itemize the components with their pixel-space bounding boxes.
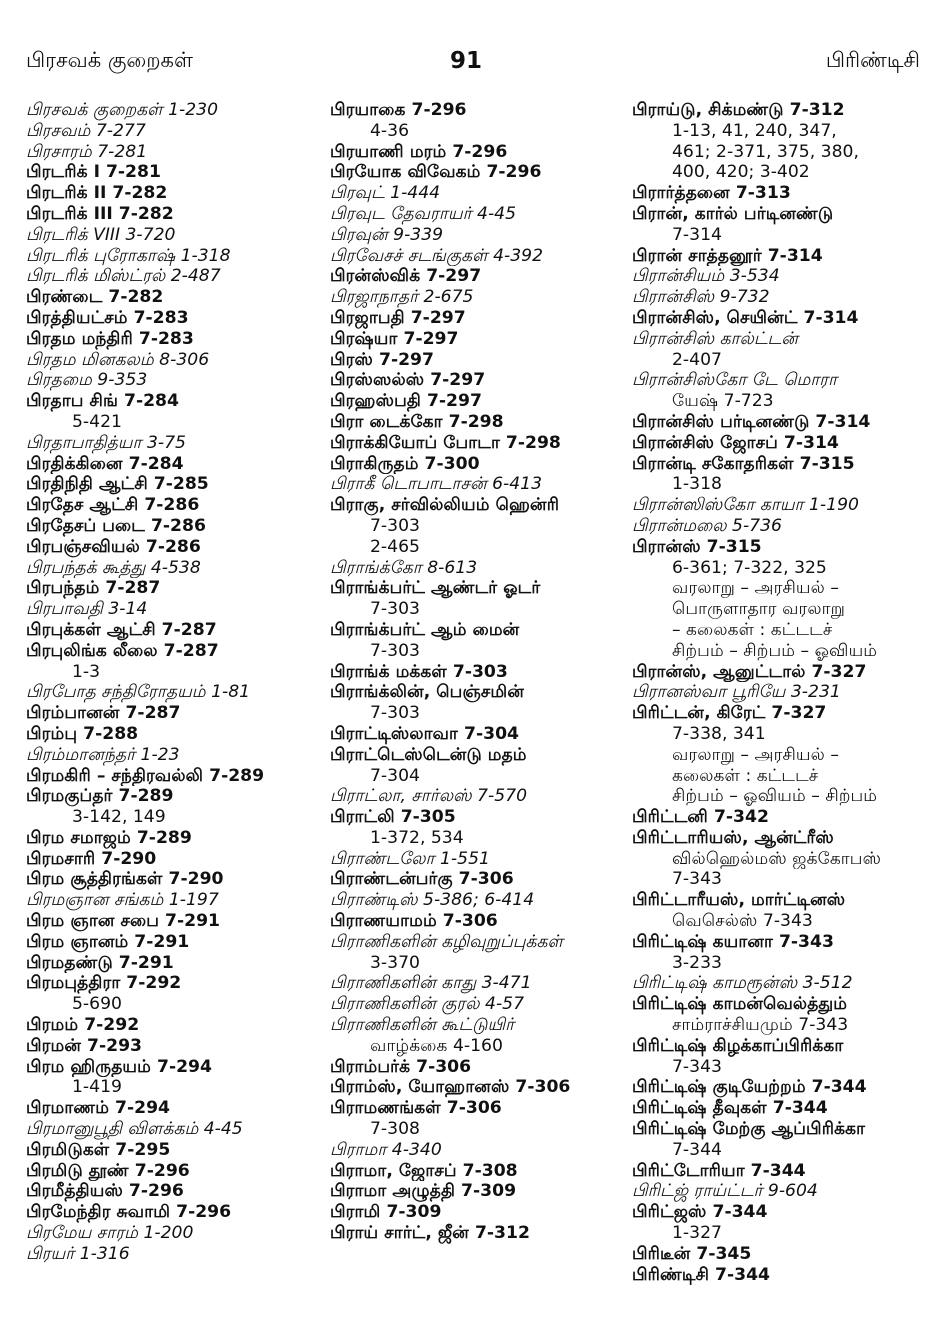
index-entry: பிராமணங்கள் 7-306 (330, 1098, 502, 1119)
index-entry: பிரான்ஸ், ஆனுட்டால் 7-327 (632, 661, 867, 682)
index-entry: பிராமி 7-309 (330, 1202, 442, 1223)
index-entry: பிரான்சிஸ் 9-732 (632, 287, 770, 308)
index-entry: பிராங்க்கோ 8-613 (330, 557, 478, 578)
index-entry: பிராமா 4-340 (330, 1139, 442, 1160)
index-entry: பிராய்டு, சிக்மண்டு 7-312 (632, 100, 845, 120)
index-entry: பிரதேச ஆட்சி 7-286 (26, 495, 200, 516)
index-entry: பிரடரிக் II 7-282 (26, 183, 168, 204)
index-entry: பிரிட்டாரியஸ், ஆன்ட்ரீஸ் (632, 827, 834, 848)
running-head-left: பிரசவக் குறைகள் (26, 48, 193, 72)
index-entry: பிரான்ஸிஸ்கோ காயா 1-190 (632, 495, 859, 516)
index-entry: பொருளாதார வரலாறு (672, 599, 846, 620)
index-entry: 7-308 (370, 1119, 420, 1140)
index-entry: பிரபோத சந்திரோதயம் 1-81 (26, 682, 251, 703)
index-entry: பிராங்க் மக்கள் 7-303 (330, 661, 508, 682)
index-entry: வெசெல்ஸ் 7-343 (672, 911, 813, 932)
index-entry: பிரதாபாதித்யா 3-75 (26, 432, 186, 453)
index-entry: பிரான்சிஸ் கால்ட்டன் (632, 328, 798, 349)
index-entry: பிரிடீன் 7-345 (632, 1243, 752, 1264)
index-entry: பிராகீ டொபாடாசன் 6-413 (330, 474, 543, 495)
index-entry: பிரதம மினகலம் 8-306 (26, 349, 210, 370)
index-entry: பிரவுட தேவராயர் 4-45 (330, 203, 517, 224)
index-entry: பிரன்ஸ்விக் 7-297 (330, 266, 482, 287)
index-entry: 1-372, 534 (370, 827, 464, 848)
index-entry: பிரசவக் குறைகள் 1-230 (26, 100, 219, 120)
index-entry: பிராய் சார்ட், ஜீன் 7-312 (330, 1223, 530, 1244)
index-entry: பிரதமை 9-353 (26, 370, 148, 391)
index-entry: பிராக்கியோப் போடா 7-298 (330, 432, 561, 453)
index-entry: 7-303 (370, 703, 420, 724)
index-entry: பிரதிநிதி ஆட்சி 7-285 (26, 474, 209, 495)
index-entry: பிரிட்டாரீயஸ், மார்ட்டினஸ் (632, 890, 846, 911)
index-entry: பிரான் சாத்தனூர் 7-314 (632, 245, 823, 266)
index-entry: பிரஸ்ஸல்ஸ் 7-297 (330, 370, 486, 391)
index-entry: பிராகு, சர்வில்லியம் ஹென்ரி (330, 495, 560, 516)
index-entry: பிரம சமாஜம் 7-289 (26, 827, 192, 848)
index-entry: பிரபுலிங்க லீலை 7-287 (26, 640, 219, 661)
index-entry: 3-233 (672, 952, 722, 973)
index-entry: பிராங்க்பர்ட் ஆம் மைன் (330, 619, 520, 640)
index-entry: பிரான்சிஸ்கோ டே மொரா (632, 370, 838, 391)
index-entry: பிராட்டெஸ்டென்டு மதம் (330, 744, 527, 765)
index-column-2 (330, 100, 626, 1244)
index-entry: பிராண்டிஸ் 5-386; 6-414 (330, 890, 535, 911)
index-entry: பிரிட்ஜ் ராய்ட்டர் 9-604 (632, 1181, 818, 1202)
index-entry: 1-327 (672, 1223, 722, 1244)
index-entry: 461; 2-371, 375, 380, (672, 141, 859, 162)
index-entry: பிரசவம் 7-277 (26, 120, 146, 141)
index-entry: பிரான்மலை 5-736 (632, 515, 782, 536)
index-entry: பிரம ஹிருதயம் 7-294 (26, 1056, 212, 1077)
index-entry: சாம்ராச்சியமும் 7-343 (672, 1015, 849, 1036)
index-entry: பிரடரிக் மிஸ்ட்ரல் 2-487 (26, 266, 221, 287)
index-entry: பிரயாகை 7-296 (330, 100, 467, 120)
index-entry: பிரிண்டிசி 7-344 (632, 1264, 771, 1285)
index-entry: 7-338, 341 (672, 723, 766, 744)
index-entry: சிற்பம் – ஓவியம் – சிற்பம் (672, 786, 878, 807)
index-entry: பிராமா, ஜோசப் 7-308 (330, 1160, 518, 1181)
index-entry: பிரமானுபூதி விளக்கம் 4-45 (26, 1119, 243, 1140)
index-entry: பிரசாரம் 7-281 (26, 141, 148, 162)
index-entry: 2-407 (672, 349, 722, 370)
index-entry: – கலைகள் : கட்டடச் (672, 619, 833, 640)
index-entry: பிரஸ் 7-297 (330, 349, 434, 370)
index-entry: பிரத்தியட்சம் 7-283 (26, 307, 189, 328)
index-column-1 (26, 100, 326, 1265)
index-entry: பிரண்டை 7-282 (26, 287, 164, 308)
index-entry: பிரம ஞான சபை 7-291 (26, 911, 220, 932)
index-entry: பிரயாணி மரம் 7-296 (330, 141, 508, 162)
index-entry: பிராணிகளின் காது 3-471 (330, 973, 532, 994)
index-entry: பிரான்சியம் 3-534 (632, 266, 780, 287)
index-entry: பிரம்பானன் 7-287 (26, 703, 181, 724)
index-entry: பிரதிக்கினை 7-284 (26, 453, 184, 474)
index-entry: பிரிட்டிஷ் தீவுகள் 7-344 (632, 1098, 828, 1119)
index-entry: 1-318 (672, 474, 722, 495)
index-entry: பிரிட்டிஷ் காமன்வெல்த்தும் (632, 994, 848, 1015)
index-entry: சிற்பம் – சிற்பம் – ஓவியம் (672, 640, 878, 661)
index-entry: பிரிட்டிஷ் குடியேற்றம் 7-344 (632, 1077, 867, 1098)
index-entry: பிரபந்தக் கூத்து 4-538 (26, 557, 201, 578)
index-entry: 1-3 (72, 661, 101, 682)
page-number: 91 (450, 48, 483, 74)
index-entry: பிராணிகளின் கூட்டுயிர் (330, 1015, 515, 1036)
index-entry: பிரயர் 1-316 (26, 1243, 130, 1264)
index-entry: பிரிட்டிஷ் கயானா 7-343 (632, 931, 834, 952)
index-entry: 400, 420; 3-402 (672, 162, 810, 183)
index-entry: பிராட்லி 7-305 (330, 807, 456, 828)
index-entry: பிராணிகளின் குரல் 4-57 (330, 994, 525, 1015)
index-entry: பிரடரிக் புரோகாஷ் 1-318 (26, 245, 231, 266)
index-entry: பிரிட்டிஷ் மேற்கு ஆப்பிரிக்கா (632, 1119, 866, 1140)
index-entry: பிராண்டன்பர்கு 7-306 (330, 869, 514, 890)
index-entry: வரலாறு – அரசியல் – (672, 744, 839, 765)
index-entry: பிரான்டி சகோதரிகள் 7-315 (632, 453, 855, 474)
index-entry: வரலாறு – அரசியல் – (672, 578, 839, 599)
index-entry: பிரமபுத்திரா 7-292 (26, 973, 182, 994)
index-entry: பிரமஞான சங்கம் 1-197 (26, 890, 219, 911)
index-entry: பிரானஸ்வா பூரியே 3-231 (632, 682, 841, 703)
index-entry: 4-36 (370, 120, 410, 141)
index-entry: பிரமம் 7-292 (26, 1015, 140, 1036)
index-entry: பிரம்பு 7-288 (26, 723, 139, 744)
index-entry: 7-344 (672, 1139, 722, 1160)
index-entry: 7-303 (370, 515, 420, 536)
index-entry: பிரபுக்கள் ஆட்சி 7-287 (26, 619, 217, 640)
index-entry: பிரயோக விவேகம் 7-296 (330, 162, 542, 183)
index-entry: 1-419 (72, 1077, 122, 1098)
index-entry: பிரதாப சிங் 7-284 (26, 391, 179, 412)
index-entry: பிரமேய சாரம் 1-200 (26, 1223, 194, 1244)
index-entry: 7-343 (672, 1056, 722, 1077)
index-entry: பிரடரிக் III 7-282 (26, 203, 174, 224)
index-entry: பிராம்ஸ், யோஹானஸ் 7-306 (330, 1077, 571, 1098)
index-entry: பிரான்சிஸ் பர்டினண்டு 7-314 (632, 411, 871, 432)
index-entry: பிரமசாரி 7-290 (26, 848, 157, 869)
index-entry: பிரடரிக் VIII 3-720 (26, 224, 176, 245)
index-entry: பிரிட்ஜஸ் 7-344 (632, 1202, 768, 1223)
index-entry: 5-690 (72, 994, 122, 1015)
index-entry: 6-361; 7-322, 325 (672, 557, 827, 578)
index-entry: பிரமன் 7-293 (26, 1035, 143, 1056)
index-entry: 3-370 (370, 952, 420, 973)
index-entry: பிரான்சிஸ் ஜோசப் 7-314 (632, 432, 839, 453)
index-entry: பிரான்ஸ் 7-315 (632, 536, 762, 557)
index-entry: பிரிட்டிஷ் காமரூன்ஸ் 3-512 (632, 973, 853, 994)
index-entry: பிரதம மந்திரி 7-283 (26, 328, 194, 349)
index-entry: பிரமிடுகள் 7-295 (26, 1139, 171, 1160)
index-entry: பிராமா அழுத்தி 7-309 (330, 1181, 517, 1202)
index-entry: பிரான், கார்ல் பர்டினண்டு (632, 203, 834, 224)
index-entry: கலைகள் : கட்டடச் (672, 765, 819, 786)
index-entry: பிரமாணம் 7-294 (26, 1098, 171, 1119)
index-entry: பிராணிகளின் கழிவுறுப்புக்கள் (330, 931, 564, 952)
index-entry: பிரிட்டன், கிரேட் 7-327 (632, 703, 827, 724)
index-column-3 (632, 100, 936, 1285)
index-entry: பிராட்லா, சார்லஸ் 7-570 (330, 786, 528, 807)
index-entry: பிரவுட் 1-444 (330, 183, 441, 204)
index-entry: 7-343 (672, 869, 722, 890)
index-entry: பிரஹஸ்பதி 7-297 (330, 391, 482, 412)
index-entry: பிரம சூத்திரங்கள் 7-290 (26, 869, 224, 890)
index-entry: பிராங்க்லின், பெஞ்சமின் (330, 682, 525, 703)
index-entry: பிராண்டலோ 1-551 (330, 848, 490, 869)
index-entry: பிராட்டிஸ்லாவா 7-304 (330, 723, 519, 744)
index-entry: பிரம்மானந்தர் 1-23 (26, 744, 180, 765)
index-entry: வாழ்க்கை 4-160 (370, 1035, 503, 1056)
index-entry: பிரிட்டிஷ் கிழக்காப்பிரிக்கா (632, 1035, 844, 1056)
index-entry: பிரிட்டோரியா 7-344 (632, 1160, 806, 1181)
index-entry: பிரடரிக் I 7-281 (26, 162, 161, 183)
index-entry: பிரம ஞானம் 7-291 (26, 931, 190, 952)
index-entry: பிரபாவதி 3-14 (26, 599, 148, 620)
index-entry: பிரமகுப்தர் 7-289 (26, 786, 174, 807)
index-entry: பிரார்த்தனை 7-313 (632, 183, 791, 204)
index-entry: பிராம்பர்க் 7-306 (330, 1056, 472, 1077)
index-entry: 7-304 (370, 765, 420, 786)
index-entry: பிராங்க்பர்ட் ஆண்டர் ஓடர் (330, 578, 541, 599)
index-entry: பிராணயாமம் 7-306 (330, 911, 498, 932)
index-entry: பிராகிருதம் 7-300 (330, 453, 480, 474)
index-entry: 1-13, 41, 240, 347, (672, 120, 837, 141)
index-entry: பிரவேசச் சடங்குகள் 4-392 (330, 245, 544, 266)
index-entry: 3-142, 149 (72, 807, 166, 828)
index-entry: பிரபஞ்சவியல் 7-286 (26, 536, 201, 557)
index-entry: பிரமீத்தியஸ் 7-296 (26, 1181, 184, 1202)
index-entry: பிரதேசப் படை 7-286 (26, 515, 206, 536)
running-head-right: பிரிண்டிசி (825, 48, 920, 72)
index-entry: 7-303 (370, 599, 420, 620)
index-entry: 7-314 (672, 224, 722, 245)
index-entry: பிரமதண்டு 7-291 (26, 952, 174, 973)
index-entry: பிரமேந்திர சுவாமி 7-296 (26, 1202, 232, 1223)
index-entry: பிரா டைக்கோ 7-298 (330, 411, 504, 432)
index-entry: பிரஜாநாதர் 2-675 (330, 287, 474, 308)
index-entry: 5-421 (72, 411, 122, 432)
page-header (0, 48, 940, 88)
index-entry: பிரிட்டனி 7-342 (632, 807, 769, 828)
index-entry: பிரஷ்யா 7-297 (330, 328, 459, 349)
index-entry: பிரஜாபதி 7-297 (330, 307, 466, 328)
index-entry: பிரவுன் 9-339 (330, 224, 444, 245)
index-entry: வில்ஹெல்மஸ் ஜக்கோபஸ் (672, 848, 882, 869)
index-entry: பிரமகிரி – சந்திரவல்லி 7-289 (26, 765, 265, 786)
index-entry: பிரான்சிஸ், செயின்ட் 7-314 (632, 307, 859, 328)
index-entry: 7-303 (370, 640, 420, 661)
index-entry: யேஷ் 7-723 (672, 391, 774, 412)
index-entry: பிரமிடு தூண் 7-296 (26, 1160, 190, 1181)
index-entry: பிரபந்தம் 7-287 (26, 578, 161, 599)
index-entry: 2-465 (370, 536, 420, 557)
